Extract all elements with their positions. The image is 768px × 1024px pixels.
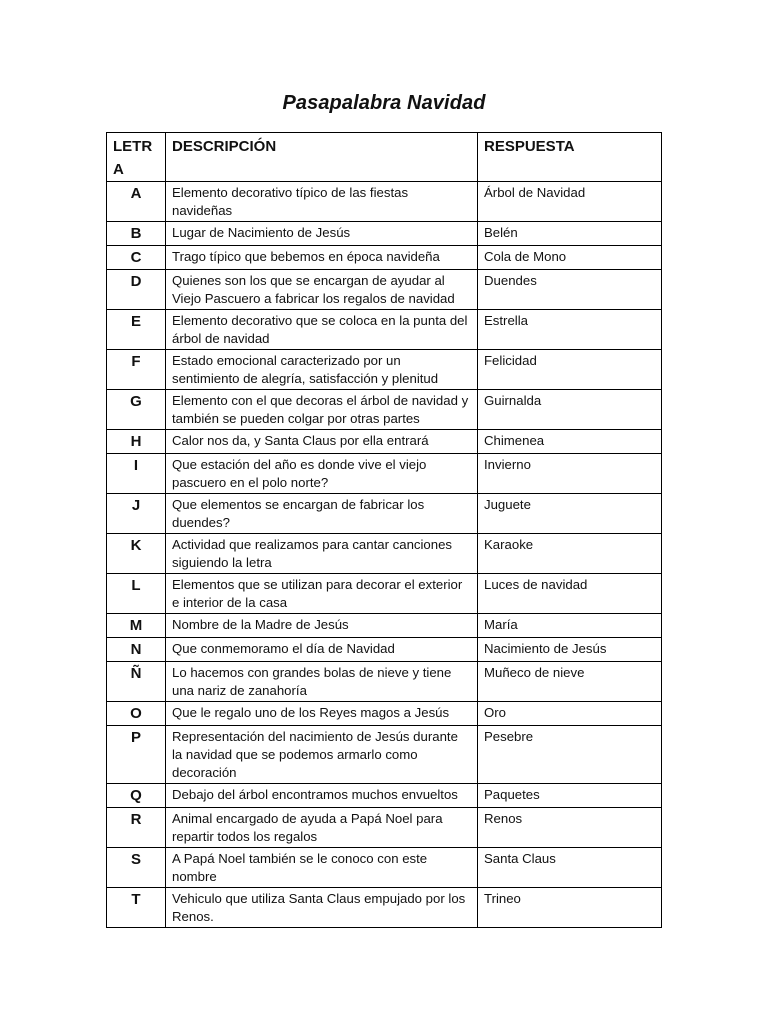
- table-header-row: [107, 133, 662, 182]
- row-letter: D: [107, 270, 166, 310]
- header-letter: LETRA: [107, 133, 166, 182]
- row-letter: E: [107, 310, 166, 350]
- row-description: Quienes son los que se encargan de ayudar al Viejo Pascuero a fabricar los regalos de navidad: [166, 270, 478, 310]
- row-description: Que estación del año es donde vive el viejo pascuero en el polo norte?: [166, 454, 478, 494]
- row-letter: I: [107, 454, 166, 494]
- row-description: Que conmemoramo el día de Navidad: [166, 638, 478, 662]
- row-answer: Guirnalda: [478, 390, 662, 430]
- row-description: Calor nos da, y Santa Claus por ella entrará: [166, 430, 478, 454]
- row-description: Trago típico que bebemos en época navideña: [166, 246, 478, 270]
- row-letter: J: [107, 494, 166, 534]
- row-description: Elemento decorativo que se coloca en la punta del árbol de navidad: [166, 310, 478, 350]
- row-description: Estado emocional caracterizado por un sentimiento de alegría, satisfacción y plenitud: [166, 350, 478, 390]
- table-row: [107, 614, 662, 638]
- header-description: DESCRIPCIÓN: [166, 133, 478, 182]
- table-row: [107, 808, 662, 848]
- row-answer: Nacimiento de Jesús: [478, 638, 662, 662]
- row-description: Representación del nacimiento de Jesús durante la navidad que se podemos armarlo como decoración: [166, 726, 478, 784]
- row-letter: Ñ: [107, 662, 166, 702]
- table-row: [107, 888, 662, 928]
- table-row: [107, 222, 662, 246]
- row-letter: A: [107, 182, 166, 222]
- row-letter: C: [107, 246, 166, 270]
- row-description: Elementos que se utilizan para decorar el exterior e interior de la casa: [166, 574, 478, 614]
- row-letter: P: [107, 726, 166, 784]
- table-row: [107, 182, 662, 222]
- row-description: Elemento decorativo típico de las fiestas navideñas: [166, 182, 478, 222]
- row-answer: Muñeco de nieve: [478, 662, 662, 702]
- table-row: [107, 574, 662, 614]
- row-letter: S: [107, 848, 166, 888]
- row-description: Que elementos se encargan de fabricar los duendes?: [166, 494, 478, 534]
- table-row: [107, 350, 662, 390]
- row-letter: T: [107, 888, 166, 928]
- row-description: Lo hacemos con grandes bolas de nieve y tiene una nariz de zanahoría: [166, 662, 478, 702]
- row-answer: Trineo: [478, 888, 662, 928]
- row-answer: Belén: [478, 222, 662, 246]
- table-row: [107, 310, 662, 350]
- table-row: [107, 726, 662, 784]
- row-description: Actividad que realizamos para cantar canciones siguiendo la letra: [166, 534, 478, 574]
- row-answer: Oro: [478, 702, 662, 726]
- table-row: [107, 702, 662, 726]
- row-letter: B: [107, 222, 166, 246]
- table-row: [107, 430, 662, 454]
- row-description: A Papá Noel también se le conoco con este nombre: [166, 848, 478, 888]
- row-description: Animal encargado de ayuda a Papá Noel para repartir todos los regalos: [166, 808, 478, 848]
- table-row: [107, 494, 662, 534]
- row-answer: Estrella: [478, 310, 662, 350]
- row-letter: R: [107, 808, 166, 848]
- header-answer: RESPUESTA: [478, 133, 662, 182]
- row-answer: Felicidad: [478, 350, 662, 390]
- row-answer: Árbol de Navidad: [478, 182, 662, 222]
- row-answer: Luces de navidad: [478, 574, 662, 614]
- row-answer: Cola de Mono: [478, 246, 662, 270]
- row-letter: H: [107, 430, 166, 454]
- table-body: [107, 182, 662, 928]
- pasapalabra-table: [106, 132, 662, 928]
- table-row: [107, 784, 662, 808]
- table-row: [107, 662, 662, 702]
- row-letter: Q: [107, 784, 166, 808]
- row-description: Vehiculo que utiliza Santa Claus empujado por los Renos.: [166, 888, 478, 928]
- page-title: Pasapalabra Navidad: [282, 92, 486, 114]
- table-row: [107, 534, 662, 574]
- row-answer: Renos: [478, 808, 662, 848]
- row-letter: G: [107, 390, 166, 430]
- row-answer: Duendes: [478, 270, 662, 310]
- row-description: Elemento con el que decoras el árbol de navidad y también se pueden colgar por otras partes: [166, 390, 478, 430]
- row-letter: M: [107, 614, 166, 638]
- row-letter: K: [107, 534, 166, 574]
- row-answer: Santa Claus: [478, 848, 662, 888]
- row-description: Debajo del árbol encontramos muchos envueltos: [166, 784, 478, 808]
- table-row: [107, 638, 662, 662]
- row-answer: Karaoke: [478, 534, 662, 574]
- table-row: [107, 454, 662, 494]
- row-answer: Chimenea: [478, 430, 662, 454]
- table-row: [107, 848, 662, 888]
- table-row: [107, 246, 662, 270]
- row-answer: María: [478, 614, 662, 638]
- row-letter: F: [107, 350, 166, 390]
- table-row: [107, 270, 662, 310]
- table-row: [107, 390, 662, 430]
- row-answer: Juguete: [478, 494, 662, 534]
- row-letter: O: [107, 702, 166, 726]
- row-description: Nombre de la Madre de Jesús: [166, 614, 478, 638]
- row-answer: Invierno: [478, 454, 662, 494]
- row-description: Lugar de Nacimiento de Jesús: [166, 222, 478, 246]
- row-answer: Pesebre: [478, 726, 662, 784]
- row-answer: Paquetes: [478, 784, 662, 808]
- row-letter: N: [107, 638, 166, 662]
- row-letter: L: [107, 574, 166, 614]
- row-description: Que le regalo uno de los Reyes magos a Jesús: [166, 702, 478, 726]
